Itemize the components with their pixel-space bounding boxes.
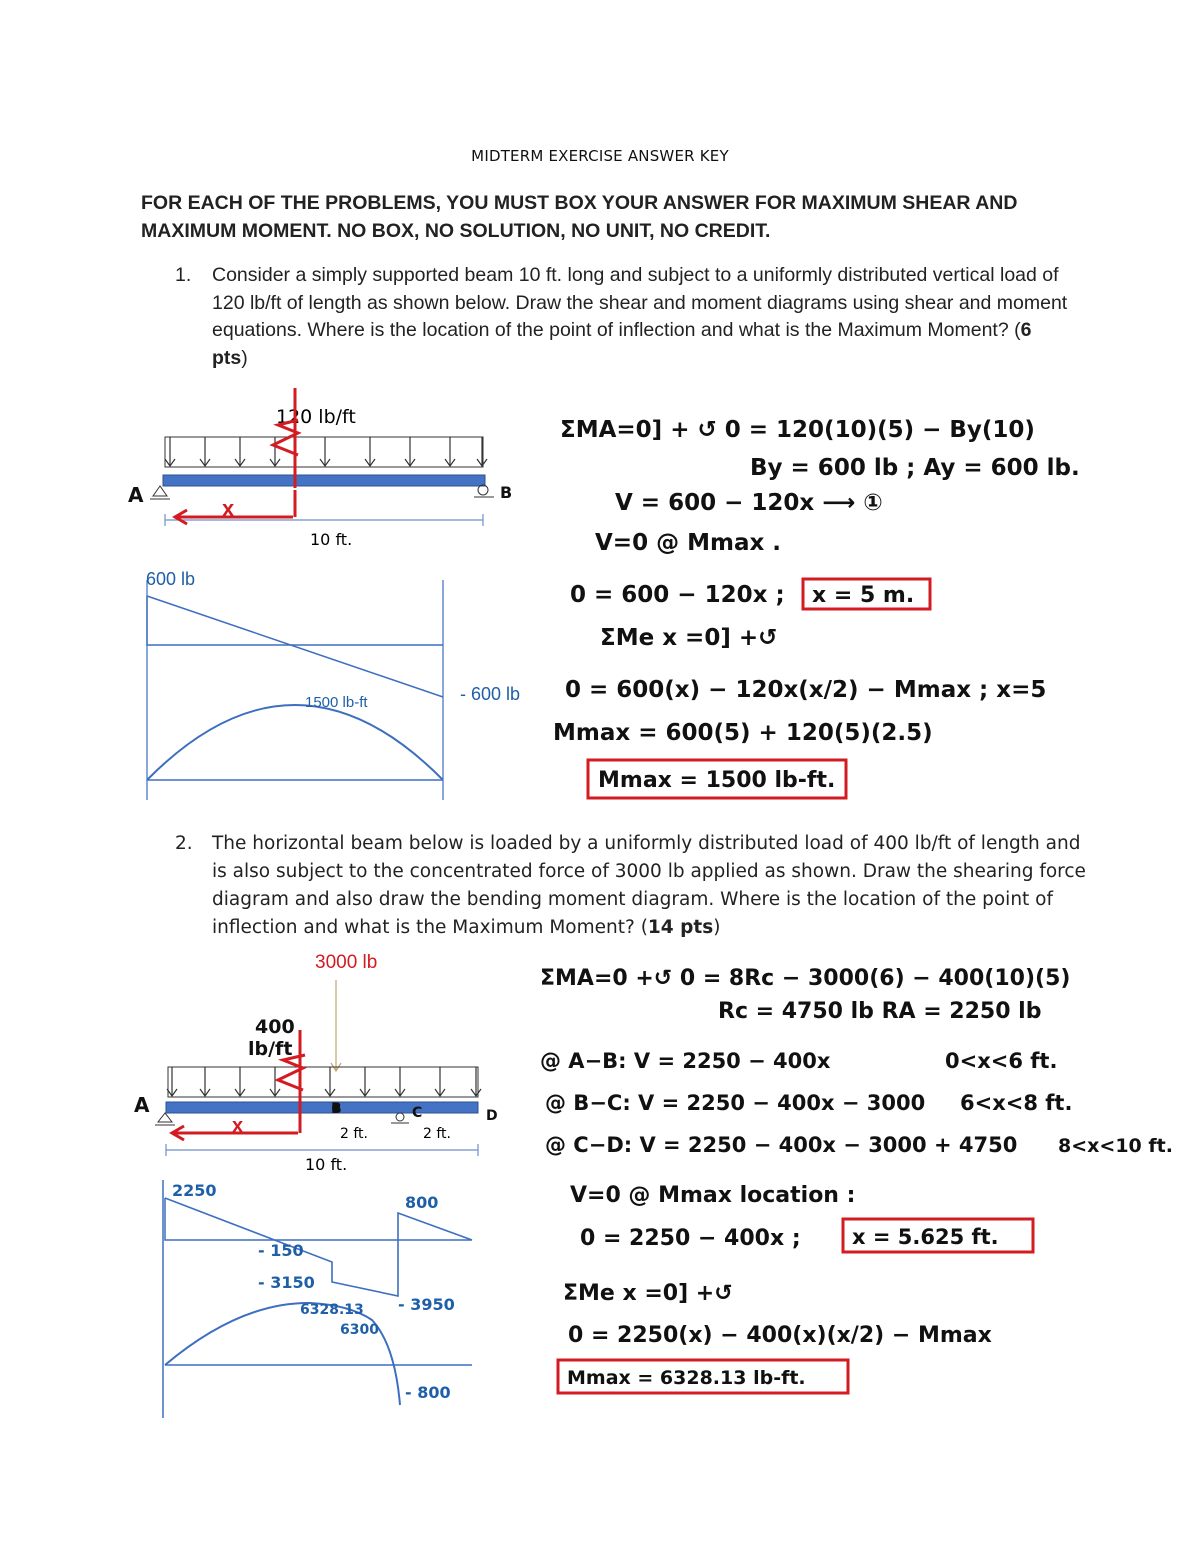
problem-2-text-end: ) (713, 917, 721, 938)
support-a-label: A (128, 483, 144, 507)
load-label: 120 lb/ft (276, 406, 356, 428)
solution-line-4: 0<x<6 ft. (945, 1049, 1058, 1073)
problem-2-text-body: The horizontal beam below is loaded by a uniformly distributed load of 400 lb/ft of length and is also subject to the concentrated force of 3000 lb applied as shown. Draw the shearing force diagram and also draw the bending moment diagram. Where is the location of the point of inflection and what is the Maximum Moment? ( (212, 833, 1086, 938)
pin-support-a (153, 486, 167, 496)
solution-line-2: By = 600 lb ; Ay = 600 lb. (750, 455, 1080, 481)
solution-line-9: Mmax = 600(5) + 120(5)(2.5) (553, 720, 933, 746)
distributed-load-arrows (165, 437, 487, 466)
diagram-bounds (147, 580, 443, 800)
problem-1-text-body: Consider a simply supported beam 10 ft. long and subject to a uniformly distributed vertical load of 120 lb/ft of length as shown below. Draw the shear and moment diagrams using shear and moment equations. Where is the location of the point of inflection and what is the Maximum Moment? ( (212, 264, 1068, 341)
solution-line-12: ΣMe x =0] +↺ (563, 1281, 733, 1306)
segment-cd-label: 2 ft. (423, 1126, 451, 1142)
solution-line-5: 0 = 600 − 120x ; (570, 582, 785, 608)
point-load-label: 3000 lb (315, 952, 378, 973)
solution-line-4: V=0 @ Mmax . (595, 530, 782, 556)
segment-bc-label: 2 ft. (340, 1126, 368, 1142)
span-label: 10 ft. (305, 1155, 348, 1174)
shear-start-label: 2250 (172, 1181, 217, 1200)
solution-line-3: @ A−B: V = 2250 − 400x (540, 1049, 831, 1073)
beam (166, 1102, 478, 1113)
beam (163, 475, 485, 486)
problem-1-text-end: ) (241, 346, 248, 369)
solution-line-14: Mmax = 6328.13 lb-ft. (567, 1367, 806, 1389)
moment-curve (147, 705, 443, 780)
solution-line-8: 8<x<10 ft. (1058, 1135, 1173, 1157)
problem-1-points: 6 pts (212, 319, 1032, 369)
moment-curve (165, 1303, 400, 1405)
document-title: MIDTERM EXERCISE ANSWER KEY (471, 147, 729, 165)
solution-line-10: 0 = 2250 − 400x ; (580, 1226, 801, 1251)
solution-line-9: V=0 @ Mmax location : (570, 1183, 856, 1208)
shear-b2-label: - 3150 (258, 1273, 315, 1292)
problem-2-number: 2. (175, 833, 193, 854)
pin-support-a (158, 1113, 172, 1122)
problem-2-solution (540, 966, 1173, 1393)
problem-2-points: 14 pts (647, 917, 714, 938)
solution-line-13: 0 = 2250(x) − 400(x)(x/2) − Mmax (568, 1323, 992, 1348)
problem-2-shear-diagram (163, 1180, 472, 1418)
moment-d-label: - 800 (405, 1383, 451, 1402)
load-box (168, 1067, 478, 1097)
solution-line-10: Mmax = 1500 lb-ft. (598, 768, 836, 793)
shear-c-label: - 3950 (398, 1295, 455, 1314)
point-b-label: B (331, 1101, 342, 1117)
support-c-label: C (412, 1105, 423, 1121)
shear-max-label: 600 lb (146, 569, 196, 589)
solution-line-2: Rc = 4750 lb RA = 2250 lb (718, 999, 1042, 1024)
solution-line-8: 0 = 600(x) − 120x(x/2) − Mmax ; x=5 (565, 677, 1047, 703)
problem-2-beam-figure (134, 952, 498, 1174)
x-label: x (232, 1115, 244, 1137)
shear-line (147, 596, 443, 697)
x-label: x (222, 496, 235, 521)
solution-line-1: ΣMA=0] + ↺ 0 = 120(10)(5) − By(10) (560, 417, 1035, 443)
problem-1-number: 1. (175, 264, 192, 286)
point-d-label: D (486, 1108, 498, 1124)
roller-support-c (396, 1113, 404, 1121)
instructions-text: FOR EACH OF THE PROBLEMS, YOU MUST BOX YOUR ANSWER FOR MAXIMUM SHEAR AND MAXIMUM MOMENT. NO BOX, NO SOLUTION, NO UNIT, NO CREDIT. (141, 192, 1018, 242)
moment-b-label: 6300 (340, 1322, 379, 1338)
moment-max-label: 6328.13 (300, 1302, 364, 1318)
solution-line-1: ΣMA=0 +↺ 0 = 8Rc − 3000(6) − 400(10)(5) (540, 966, 1071, 991)
support-b-label: B (500, 483, 513, 502)
moment-max-label: 1500 lb-ft (305, 694, 368, 711)
problem-1-shear-diagram (146, 569, 520, 800)
solution-line-11: x = 5.625 ft. (852, 1225, 999, 1249)
solution-line-7: @ C−D: V = 2250 − 400x − 3000 + 4750 (545, 1133, 1018, 1157)
problem-1-beam-figure (128, 388, 512, 549)
solution-line-7: ΣMe x =0] +↺ (600, 625, 778, 651)
shear-min-label: - 600 lb (460, 684, 521, 704)
load-label-line-2: lb/ft (248, 1038, 293, 1060)
span-label: 10 ft. (310, 530, 353, 549)
solution-line-5: @ B−C: V = 2250 − 400x − 3000 (545, 1091, 926, 1115)
shear-right-label: 800 (405, 1193, 439, 1212)
support-a-label: A (134, 1093, 150, 1117)
load-label-line-1: 400 (255, 1016, 295, 1038)
solution-line-3: V = 600 − 120x ⟶ ① (615, 490, 883, 516)
shear-b1-label: - 150 (258, 1241, 304, 1260)
problem-1-solution (553, 417, 1080, 798)
distributed-load-arrows (167, 1067, 481, 1096)
solution-line-6: x = 5 m. (812, 583, 915, 608)
load-box (165, 437, 483, 467)
solution-line-6: 6<x<8 ft. (960, 1091, 1073, 1115)
shear-axis (147, 596, 443, 645)
shear-line (165, 1198, 472, 1296)
